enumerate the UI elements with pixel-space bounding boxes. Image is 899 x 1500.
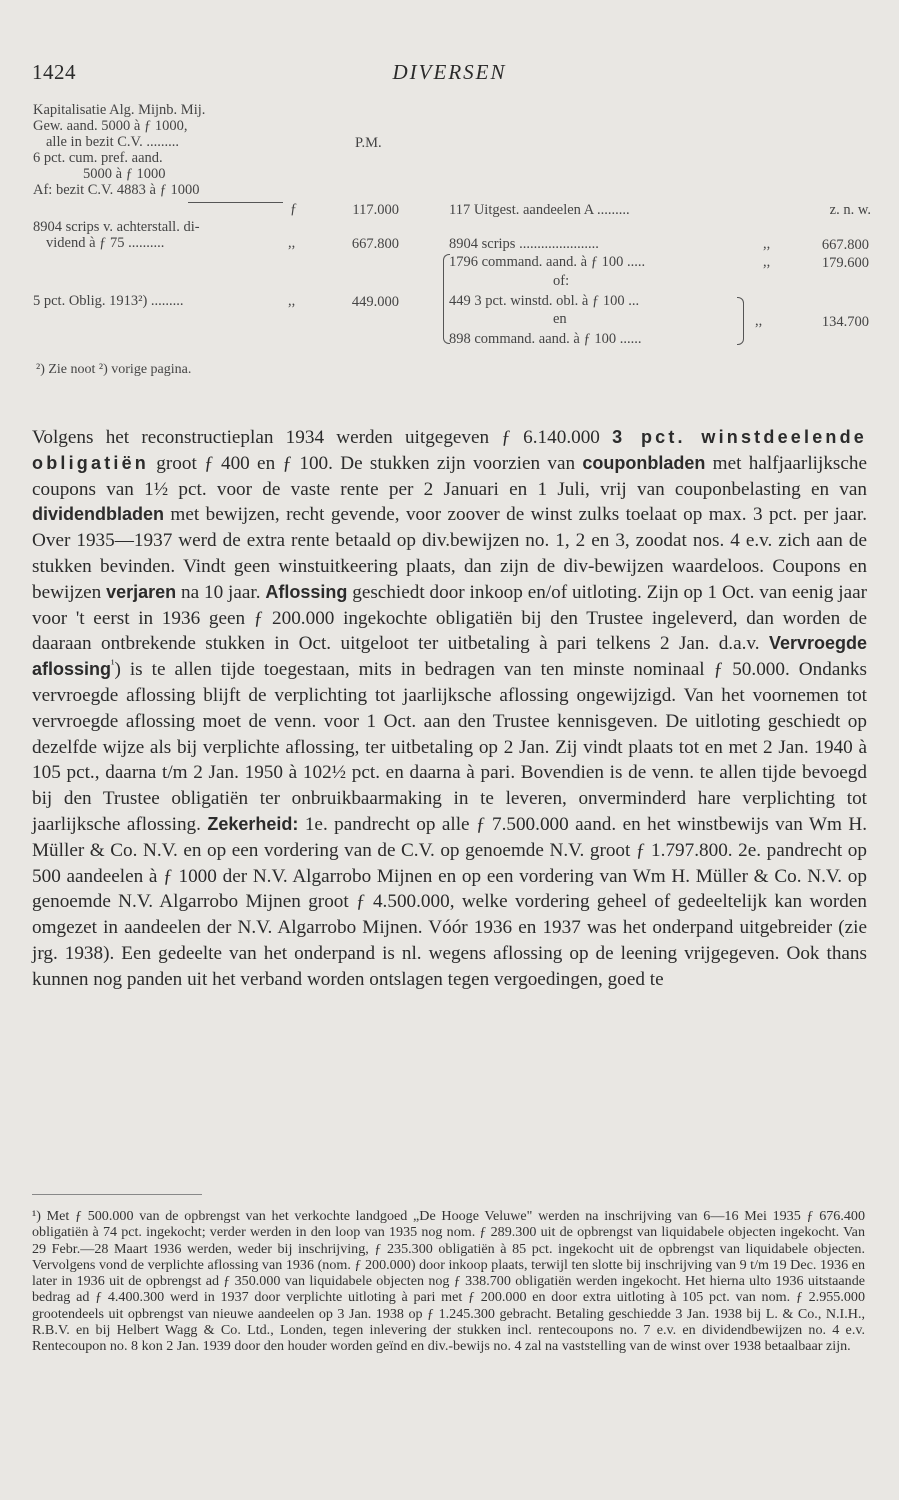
- table-currency: ,,: [288, 293, 296, 309]
- footnote: [32, 1208, 865, 1355]
- table-value: 667.800: [821, 237, 869, 253]
- emphasis-bond-type: 3 pct. winstdeelende obligatiën: [32, 427, 868, 473]
- table-currency: ,,: [755, 313, 763, 329]
- table-value: z. n. w.: [829, 202, 871, 218]
- table-line: Gew. aand. 5000 à ƒ 1000,: [33, 118, 188, 134]
- table-value: 449.000: [351, 294, 399, 310]
- page-number: 1424: [32, 60, 76, 84]
- table-currency: ƒ: [290, 201, 298, 217]
- footnote-ref: ¹: [111, 658, 115, 671]
- emphasis-term: Vervroegde aflossing: [32, 633, 867, 680]
- table-line: vidend à ƒ 75 ..........: [46, 235, 165, 251]
- text-run: 1e. pandrecht op alle ƒ 7.500.000 aand. en het winstbewijs van Wm H. Müller & Co. N.V. en op een vordering van de C.V. op genoemde N.V. groot ƒ 1.797.800. 2e. pandrecht op 500 aandeelen à ƒ 1000 der N.V. Algarrobo Mijnen en op een vordering van Wm H. Müller & Co. N.V. op genoemde N.V. Algarrobo Mijnen groot ƒ 4.500.000, welke vordering geheel of gedeeltelijk kan worden omgezet in aandeelen der N.V. Algarrobo Mijnen. Vóór 1936 en 1937 was het onderpand uitgebreider (zie jrg. 1938). Een gedeelte van het onderpand is nl. wegens aflossing op de leening vrijgegeven. Ook thans kunnen nog panden uit het verband worden ontslagen tegen vergoedingen, goed te: [32, 813, 867, 990]
- table-line: 8904 scrips ......................: [449, 236, 599, 252]
- text-run: groot ƒ 400 en ƒ 100. De stukken zijn voorzien van: [149, 452, 583, 474]
- text-run: geschiedt door inkoop en/of uitloting. Zijn op 1 Oct. van eenig jaar voor 't eerst in 1936 geen ƒ 200.000 ingekochte obligatiën bij den Trustee ingeleverd, dan worden de daaraan ontbrekende stukken in Oct. uitgeloot ter uitbetaling à pari telkens 2 Jan. d.a.v.: [32, 581, 867, 655]
- table-value: 134.700: [821, 314, 869, 330]
- body-paragraph: [32, 425, 867, 993]
- table-value: P.M.: [355, 135, 382, 151]
- emphasis-term: Aflossing: [265, 581, 348, 602]
- footnote-rule: [32, 1194, 202, 1195]
- table-currency: ,,: [763, 236, 771, 252]
- table-footnote: ²) Zie noot ²) vorige pagina.: [36, 362, 192, 377]
- table-line: 449 3 pct. winstd. obl. à ƒ 100 ...: [449, 293, 640, 309]
- footnote-text: ¹) Met ƒ 500.000 van de opbrengst van het verkochte landgoed „De Hooge Veluwe" werden na inschrijving van 6—16 Mei 1935 ƒ 676.400 obligatiën à 74 pct. ingekocht; verder werden in den loop van 1935 nog nom. ƒ 289.300 uit de opbrengst van liquidabele objecten ingekocht. Van 29 Febr.—28 Maart 1936 werden, weder bij inschrijving, ƒ 235.300 obligatiën à 85 pct. ingekocht uit de opbrengst van liquidabele objecten. Vervolgens vond de verplichte aflossing van 1936 (nom. ƒ 200.000) door inkoop plaats, terwijl ten slotte bij inschrijving van 9 t/m 19 Dec. 1936 en later in 1936 uit de opbrengst ad ƒ 350.000 van liquidabele objecten nog ƒ 338.700 obligatiën werden ingekocht. Het hierna ulto 1936 uitstaande bedrag ad ƒ 4.400.300 werd in 1937 door verplichte uitloting à pari met ƒ 200.000 en door extra uitloting à 105 pct. van nom. ƒ 2.955.000 grootendeels uit opbrengst van nieuwe aandeelen op 3 Jan. 1938 op ƒ 1.245.300 gebracht. Betaling geschiedde 3 Jan. 1938 bij L. & Co., N.I.H., R.B.V. en bij Helbert Wagg & Co. Ltd., Londen, tegen inlevering der stukken incl. rentecoupons no. 7 e.v. en dividendbewijzen no. 4 e.v. Rentecoupon no. 8 kon 2 Jan. 1939 door den houder worden geïnd en div.-bewijs no. 4 zal na vaststelling van de winst over 1938 betaalbaar zijn.: [32, 1208, 865, 1355]
- right-brace: [737, 297, 744, 345]
- table-currency: ,,: [288, 235, 296, 251]
- table-line: 117 Uitgest. aandeelen A .........: [449, 202, 630, 218]
- main-text: [32, 425, 867, 993]
- page-header: [32, 60, 867, 90]
- table-line: 8904 scrips v. achterstall. di-: [33, 219, 200, 235]
- table-line: 6 pct. cum. pref. aand.: [33, 150, 163, 166]
- table-rule: [188, 202, 283, 203]
- text-run: Volgens het reconstructieplan 1934 werden uitgegeven ƒ 6.140.000: [32, 427, 613, 448]
- table-line: Af: bezit C.V. 4883 à ƒ 1000: [33, 182, 200, 198]
- emphasis-term: couponbladen: [582, 452, 706, 473]
- table-line: 5 pct. Oblig. 1913²) .........: [33, 293, 184, 309]
- table-line: of:: [553, 273, 570, 289]
- table-value: 117.000: [352, 202, 399, 218]
- table-line: 5000 à ƒ 1000: [83, 166, 166, 182]
- text-run: ) is te allen tijde toegestaan, mits in bedragen van ten minste nominaal ƒ 50.000. Ondanks vervroegde aflossing blijft de verplichting tot jaarlijksche aflossing ongewijzigd. Van het voornemen tot vervroegde aflossing moet de venn. voor 1 Oct. aan den Trustee kennisgeven. De uitloting geschiedt op dezelfde wijze als bij verplichte aflossing, ter uitbetaling op 2 Jan. Zij vindt plaats tot en met 2 Jan. 1940 à 105 pct., daarna t/m 2 Jan. 1950 à 102½ pct. en daarna à pari. Bovendien is de venn. te allen tijde bevoegd bij den Trustee obligatiën ter onbruikbaarmaking in te leveren, onverminderd hare verplichting tot jaarlijksche aflossing.: [32, 659, 867, 835]
- text-run: na 10 jaar.: [176, 581, 266, 603]
- emphasis-term: Zekerheid:: [207, 813, 299, 834]
- emphasis-term: dividendbladen: [32, 504, 165, 525]
- table-line: 898 command. aand. à ƒ 100 ......: [449, 331, 642, 347]
- table-line: en: [553, 311, 567, 327]
- text-run: met halfjaarlijksche coupons van 1½ pct. voor de vaste rente per 2 Januari en 1 Juli, vrij van couponbelasting en van: [32, 452, 867, 500]
- emphasis-term: verjaren: [106, 581, 177, 602]
- table-line: alle in bezit C.V. .........: [46, 134, 180, 150]
- running-title: DIVERSEN: [392, 60, 507, 84]
- text-run: met bewijzen, recht gevende, voor zoover de winst zulks toelaat op max. 3 pct. per jaar. Over 1935—1937 werd de extra rente betaald op div.bewijzen no. 1, 2 en 3, zoodat nos. 4 e.v. zich aan de stukken bevinden. Vindt geen winstuitkeering plaats, dan zijn de div-bewijzen waardeloos. Coupons en bewijzen: [32, 504, 867, 603]
- table-value: 667.800: [351, 236, 399, 252]
- table-value: 179.600: [821, 255, 869, 271]
- table-line: 1796 command. aand. à ƒ 100 .....: [449, 254, 646, 270]
- table-currency: ,,: [763, 254, 771, 270]
- table-line: Kapitalisatie Alg. Mijnb. Mij.: [33, 102, 206, 118]
